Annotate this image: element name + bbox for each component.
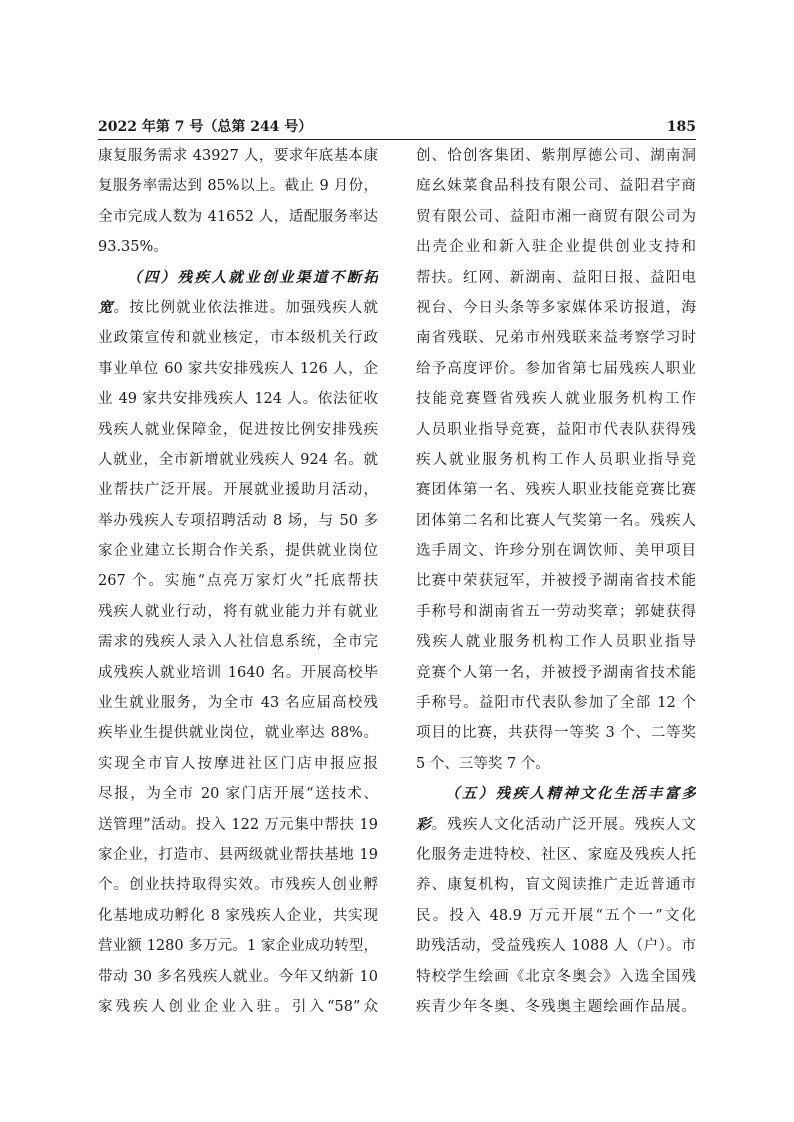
text-line [416, 840, 696, 870]
text-line [416, 566, 696, 596]
body-text: 帮扶。红网、新湖南、益阳日报、益阳电 [416, 269, 696, 286]
body-text: 家企业，打造市、县两级就业帮扶基地 19 [98, 846, 378, 863]
text-line [416, 870, 696, 900]
text-line [98, 384, 378, 414]
section-heading: （五）残疾人精神文化生活丰富多 [445, 785, 696, 803]
text-line [98, 141, 378, 171]
text-line [416, 171, 696, 201]
body-text: 人员职业指导竞赛，益阳市代表队获得残 [416, 421, 696, 438]
body-text: 带动 30 多名残疾人就业。今年又纳新 10 [98, 968, 378, 985]
text-line [416, 293, 696, 323]
text-line [98, 810, 378, 840]
text-line [98, 627, 378, 657]
body-text: 送管理”活动。投入 122 万元集中帮扶 19 [98, 816, 378, 833]
body-text: 实现全市盲人按摩进社区门店申报应报 [98, 755, 378, 772]
text-line [98, 718, 378, 748]
text-line [98, 263, 378, 293]
text-line [416, 810, 696, 840]
body-text: 出壳企业和新入驻企业提供创业支持和 [416, 239, 696, 256]
text-line [98, 962, 378, 992]
text-line [416, 202, 696, 232]
body-text: 选手周文、许珍分别在调饮师、美甲项目 [416, 543, 696, 560]
text-line [98, 658, 378, 688]
text-line [416, 506, 696, 536]
text-line [416, 962, 696, 992]
body-text: 需求的残疾人录入人社信息系统，全市完 [98, 634, 378, 651]
body-text: 家企业建立长期合作关系，提供就业岗位 [98, 543, 378, 560]
left-column [98, 141, 378, 1022]
body-text: 疾毕业生提供就业岗位，就业率达 88%。 [98, 725, 378, 742]
header-rule [98, 139, 696, 140]
body-text: 庭幺妹菜食品科技有限公司、益阳君宇商 [416, 178, 696, 195]
body-text: 赛团体第一名、残疾人职业技能竞赛比赛 [416, 482, 696, 499]
text-line [98, 171, 378, 201]
text-line [98, 749, 378, 779]
text-line [416, 323, 696, 353]
text-line [416, 718, 696, 748]
body-text: 创、恰创客集团、紫荆厚德公司、湖南洞 [416, 148, 696, 164]
body-text: 。残疾人文化活动广泛开展。残疾人文 [431, 816, 696, 833]
body-text: 业帮扶广泛开展。开展就业援助月活动， [98, 482, 378, 499]
body-text: 事业单位 60 家共安排残疾人 126 人，企 [98, 360, 378, 377]
body-text: 营业额 1280 多万元。1 家企业成功转型， [98, 938, 378, 955]
text-line [98, 506, 378, 536]
body-text: 业 49 家共安排残疾人 124 人。依法征收 [98, 391, 378, 408]
body-text: 视台、今日头条等多家媒体采访报道，海 [416, 299, 696, 316]
body-text: 养、康复机构，盲文阅读推广走近普通市 [416, 877, 696, 894]
body-text: 化服务走进特校、社区、家庭及残疾人托 [416, 846, 696, 863]
body-text: 给予高度评价。参加省第七届残疾人职业 [416, 360, 696, 377]
body-text: 全市完成人数为 41652 人，适配服务率达 [98, 208, 378, 225]
body-text: 竞赛个人第一名，并被授予湖南省技术能 [416, 664, 696, 681]
text-line [416, 688, 696, 718]
body-text: 疾人就业服务机构工作人员职业指导竞 [416, 451, 696, 468]
body-text: 残疾人就业服务机构工作人员职业指导 [416, 634, 696, 651]
text-line [98, 475, 378, 505]
text-line [98, 597, 378, 627]
text-line [98, 323, 378, 353]
text-line [98, 293, 378, 323]
text-line [98, 566, 378, 596]
text-line [98, 688, 378, 718]
section-heading: （四）残疾人就业创业渠道不断拓 [127, 268, 378, 286]
body-text: 南省残联、兄弟市州残联来益考察学习时 [416, 330, 696, 347]
body-text: 成残疾人就业培训 1640 名。开展高校毕 [98, 664, 378, 681]
text-line [98, 840, 378, 870]
text-line [416, 658, 696, 688]
body-text: 93.35%。 [98, 239, 168, 256]
body-text: 手称号。益阳市代表队参加了全部 12 个 [416, 695, 696, 712]
section-heading: 彩 [416, 815, 432, 833]
body-text: 人就业，全市新增就业残疾人 924 名。就 [98, 451, 378, 468]
body-text: 化基地成功孵化 8 家残疾人企业，共实现 [98, 907, 378, 924]
text-line [416, 384, 696, 414]
body-text: 助残活动，受益残疾人 1088 人（户）。市 [416, 938, 696, 955]
body-text: 残疾人就业保障金，促进按比例安排残疾 [98, 421, 378, 438]
text-line [416, 749, 696, 779]
text-line [98, 992, 378, 1022]
text-line [98, 931, 378, 961]
body-text: 267 个。实施“点亮万家灯火”托底帮扶 [98, 573, 378, 590]
text-line [98, 445, 378, 475]
text-line [416, 931, 696, 961]
text-line [98, 202, 378, 232]
body-text: 团体第二名和比赛人气奖第一名。残疾人 [416, 512, 696, 529]
body-text: 手称号和湖南省五一劳动奖章；郭婕获得 [416, 603, 696, 620]
body-text: 5 个、三等奖 7 个。 [416, 755, 550, 772]
body-text: 技能竞赛暨省残疾人就业服务机构工作 [416, 391, 696, 408]
text-line [416, 475, 696, 505]
text-line [98, 415, 378, 445]
text-line [416, 415, 696, 445]
text-line [416, 232, 696, 262]
body-text: 业生就业服务，为全市 43 名应届高校残 [98, 695, 378, 712]
text-line [98, 870, 378, 900]
page-number: 185 [666, 119, 696, 135]
text-line [416, 901, 696, 931]
text-line [98, 901, 378, 931]
body-text: 尽报，为全市 20 家门店开展“送技术、 [98, 786, 378, 803]
body-text: 比赛中荣获冠军，并被授予湖南省技术能 [416, 573, 696, 590]
right-column [416, 141, 696, 1022]
body-text: 民。投入 48.9 万元开展“五个一”文化 [416, 907, 696, 924]
text-line [416, 597, 696, 627]
text-line [98, 354, 378, 384]
body-text: 残疾人就业行动，将有就业能力并有就业 [98, 603, 378, 620]
body-text: 。按比例就业依法推进。加强残疾人就 [113, 299, 378, 316]
text-line [416, 627, 696, 657]
issue-label: 2022 年第 7 号（总第 244 号） [98, 119, 313, 135]
text-line [416, 263, 696, 293]
body-text: 个。创业扶持取得实效。市残疾人创业孵 [98, 877, 378, 894]
section-heading: 宽 [98, 298, 114, 316]
text-line [416, 354, 696, 384]
text-line [416, 445, 696, 475]
text-line [416, 992, 696, 1022]
body-text: 特校学生绘画《北京冬奥会》入选全国残 [416, 968, 696, 985]
text-line [98, 779, 378, 809]
body-text: 家残疾人创业企业入驻。引入“58”众 [98, 998, 378, 1015]
text-line [416, 536, 696, 566]
body-text: 康复服务需求 43927 人，要求年底基本康 [98, 148, 378, 164]
body-text: 贸有限公司、益阳市湘一商贸有限公司为 [416, 208, 696, 225]
text-line [98, 232, 378, 262]
text-line [98, 536, 378, 566]
body-text: 疾青少年冬奥、冬残奥主题绘画作品展。 [416, 998, 696, 1015]
body-text: 复服务率需达到 85%以上。截止 9 月份， [98, 178, 378, 195]
text-line [416, 141, 696, 171]
body-text: 项目的比赛，共获得一等奖 3 个、二等奖 [416, 725, 696, 742]
body-text: 举办残疾人专项招聘活动 8 场，与 50 多 [98, 512, 378, 529]
body-text: 业政策宣传和就业核定，市本级机关行政 [98, 330, 378, 347]
text-line [416, 779, 696, 809]
running-header [98, 116, 696, 138]
